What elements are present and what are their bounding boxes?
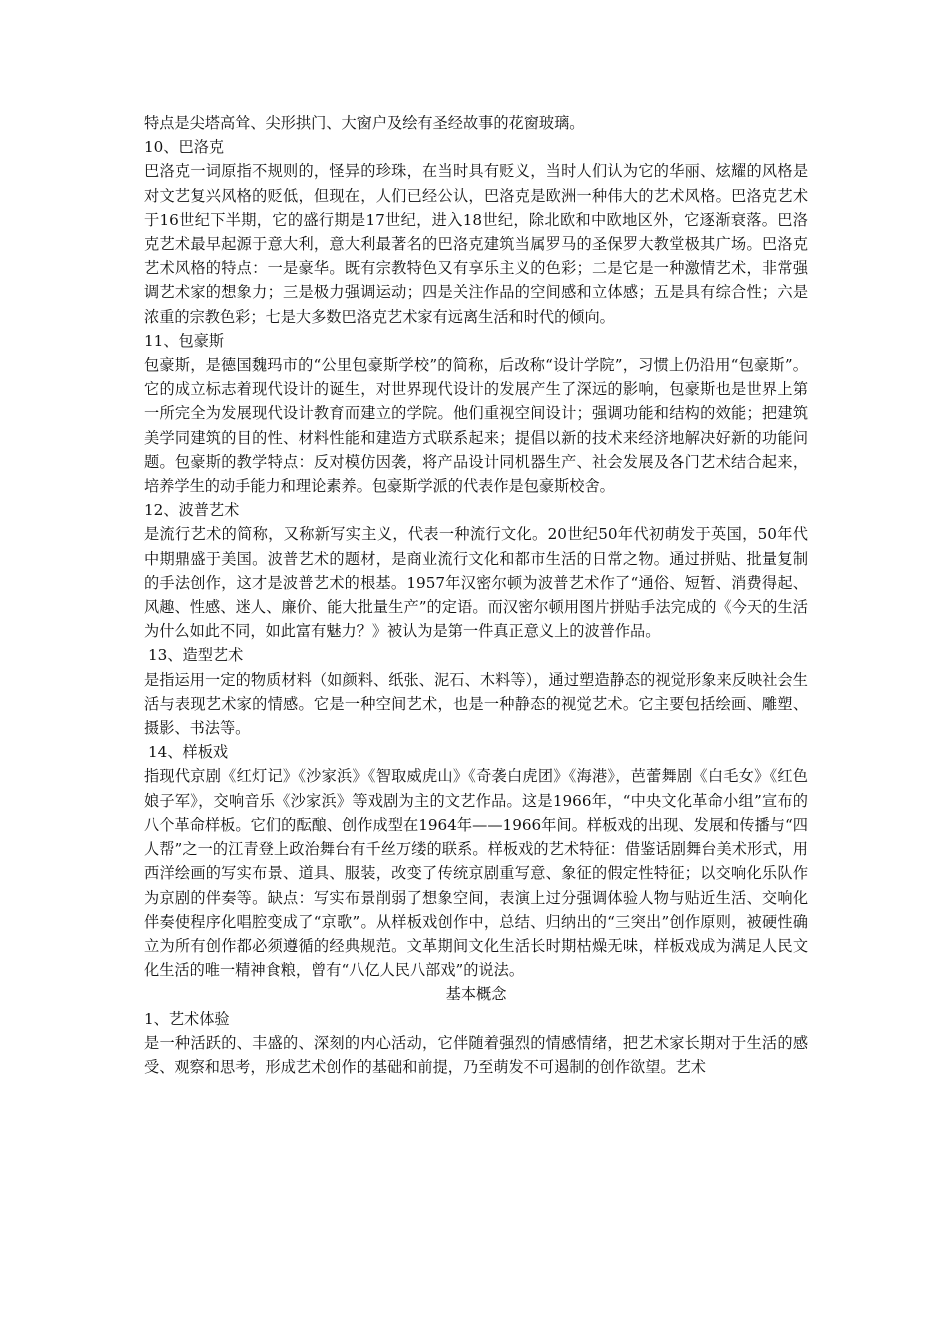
document-page	[144, 111, 808, 1079]
paragraph-baroque: 巴洛克一词原指不规则的，怪异的珍珠，在当时具有贬义，当时人们认为它的华丽、炫耀的风格是对文艺复兴风格的贬低，但现在，人们已经公认，巴洛克是欧洲一种伟大的艺术风格。巴洛克艺术于16世纪下半期，它的盛行期是17世纪，进入18世纪，除北欧和中欧地区外，它逐渐衰落。巴洛克艺术最早起源于意大利，意大利最著名的巴洛克建筑当属罗马的圣保罗大教堂极其广场。巴洛克艺术风格的特点：一是豪华。既有宗教特色又有享乐主义的色彩；二是它是一种激情艺术，非常强调艺术家的想象力；三是极力强调运动；四是关注作品的空间感和立体感；五是具有综合性；六是浓重的宗教色彩；七是大多数巴洛克艺术家有远离生活和时代的倾向。	[144, 162, 808, 326]
heading-plastic-arts: 13、造型艺术	[148, 646, 244, 665]
paragraph-plastic-arts: 是指运用一定的物质材料（如颜料、纸张、泥石、木料等），通过塑造静态的视觉形象来反映社会生活与表现艺术家的情感。它是一种空间艺术，也是一种静态的视觉艺术。它主要包括绘画、雕塑、摄影、书法等。	[144, 670, 808, 738]
paragraph-gothic-tail: 特点是尖塔高耸、尖形拱门、大窗户及绘有圣经故事的花窗玻璃。	[144, 114, 585, 132]
paragraph-bauhaus: 包豪斯，是德国魏玛市的“公里包豪斯学校”的简称，后改称“设计学院”，习惯上仍沿用“包豪斯”。它的成立标志着现代设计的诞生，对世界现代设计的发展产生了深远的影响，包豪斯也是世界上第一所完全为发展现代设计教育而建立的学院。他们重视空间设计；强调功能和结构的效能；把建筑美学同建筑的目的性、材料性能和建造方式联系起来；提倡以新的技术来经济地解决好新的功能问题。包豪斯的教学特点：反对模仿因袭，将产品设计同机器生产、社会发展及各门艺术结合起来，培养学生的动手能力和理论素养。包豪斯学派的代表作是包豪斯校舍。	[144, 356, 808, 496]
paragraph-art-experience: 是一种活跃的、丰盛的、深刻的内心活动，它伴随着强烈的情感情绪，把艺术家长期对于生活的感受、观察和思考，形成艺术创作的基础和前提，乃至萌发不可遏制的创作欲望。艺术	[144, 1033, 808, 1076]
heading-bauhaus: 11、包豪斯	[144, 331, 225, 350]
paragraph-pop-art: 是流行艺术的简称，又称新写实主义，代表一种流行文化。20世纪50年代初萌发于英国，50年代中期鼎盛于美国。波普艺术的题材，是商业流行文化和都市生活的日常之物。通过拼贴、批量复制的手法创作，这才是波普艺术的根基。1957年汉密尔顿为波普艺术作了“通俗、短暂、消费得起、风趣、性感、迷人、廉价、能大批量生产”的定语。而汉密尔顿用图片拼贴手法完成的《今天的生活为什么如此不同，如此富有魅力？》被认为是第一件真正意义上的波普作品。	[144, 525, 808, 641]
heading-pop-art: 12、波普艺术	[144, 501, 240, 520]
heading-baroque: 10、巴洛克	[144, 138, 225, 157]
heading-art-experience: 1、艺术体验	[144, 1009, 230, 1028]
heading-model-opera: 14、样板戏	[148, 743, 229, 762]
section-title-basic-concepts: 基本概念	[445, 985, 507, 1004]
paragraph-model-opera: 指现代京剧《红灯记》《沙家浜》《智取威虎山》《奇袭白虎团》《海港》，芭蕾舞剧《白毛女》《红色娘子军》，交响音乐《沙家浜》等戏剧为主的文艺作品。这是1966年，“中央文化革命小组”宣布的八个革命样板。它们的酝酿、创作成型在1964年——1966年间。样板戏的出现、发展和传播与“四人帮”之一的江青登上政治舞台有千丝万缕的联系。样板戏的艺术特征：借鉴话剧舞台美术形式，用西洋绘画的写实布景、道具、服装，改变了传统京剧重写意、象征的假定性特征；以交响化乐队作为京剧的伴奏等。缺点：写实布景削弱了想象空间，表演上过分强调体验人物与贴近生活、交响化伴奏使程序化唱腔变成了“京歌”。从样板戏创作中，总结、归纳出的“三突出”创作原则，被硬性确立为所有创作都必须遵循的经典规范。文革期间文化生活长时期枯燥无味，样板戏成为满足人民文化生活的唯一精神食粮，曾有“八亿人民八部戏”的说法。	[144, 767, 808, 980]
